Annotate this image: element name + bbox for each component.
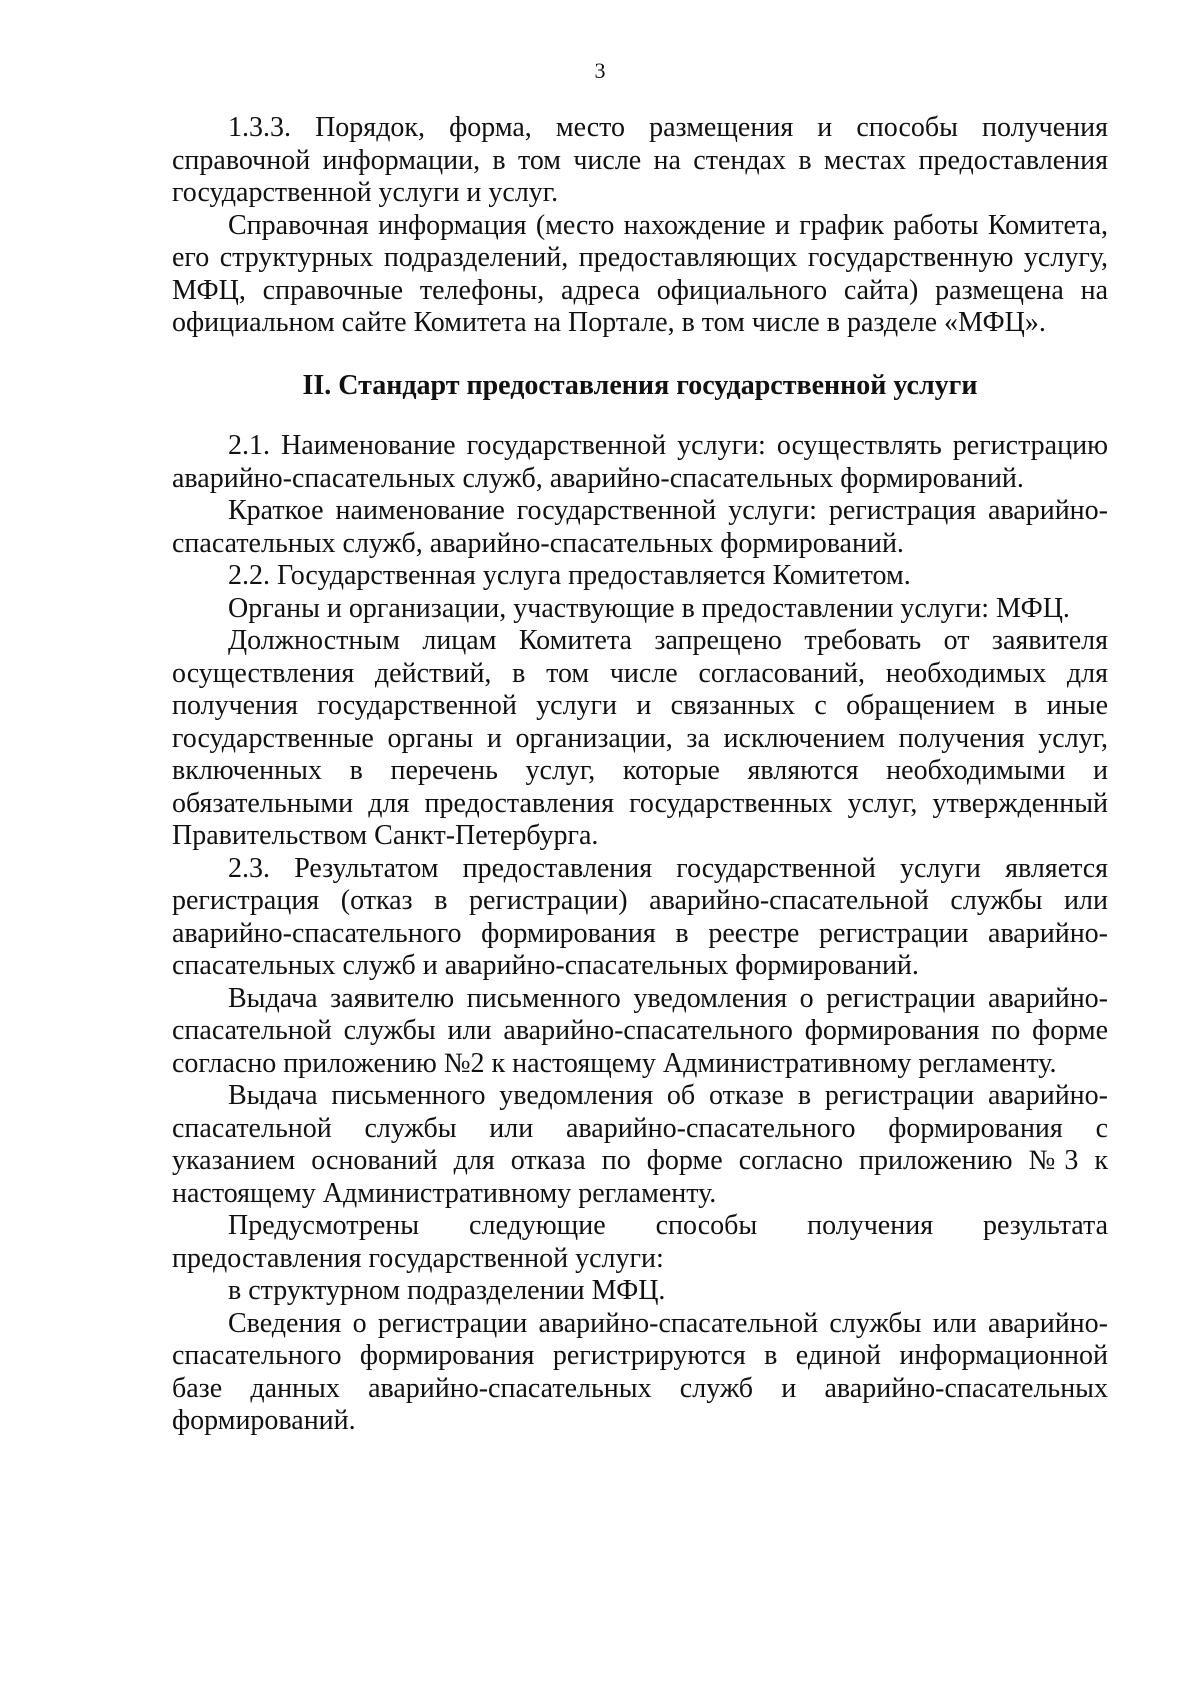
paragraph-database-info: Сведения о регистрации аварийно-спасательной службы или аварийно-спасательного формирования регистрируются в единой информационной базе данных аварийно-спасательных служб и аварийно-спасательных формирований. xyxy=(172,1307,1108,1436)
paragraph-2-1: 2.1. Наименование государственной услуги: осуществлять регистрацию аварийно-спасательных служб, аварийно-спасательных формирований. xyxy=(172,430,1108,494)
section-heading: II. Стандарт предоставления государственной услуги xyxy=(302,369,978,401)
paragraph-officials: Должностным лицам Комитета запрещено требовать от заявителя осуществления действий, в том числе согласований, необходимых для получения государственной услуги и связанных с обращением в иные государственные органы и организации, за исключением получения услуг, включенных в перечень услуг, которые являются необходимыми и обязательными для предоставления государственных услуг, утвержденный Правительством Санкт-Петербурга. xyxy=(172,625,1108,851)
paragraph-2-2: 2.2. Государственная услуга предоставляется Комитетом. xyxy=(228,560,911,591)
paragraph-mfc-division: в структурном подразделении МФЦ. xyxy=(228,1275,666,1306)
page-number: 3 xyxy=(594,58,606,83)
paragraph-registration-notice: Выдача заявителю письменного уведомления о регистрации аварийно-спасательной службы или аварийно-спасательного формирования по форме согласно приложению №2 к настоящему Административному регламенту. xyxy=(172,982,1108,1079)
document-body xyxy=(172,112,1108,1438)
paragraph-short-name: Краткое наименование государственной услуги: регистрация аварийно-спасательных служб, аварийно-спасательных формирований. xyxy=(172,495,1108,559)
paragraph-reference-info: Справочная информация (место нахождение и график работы Комитета, его структурных подразделений, предоставляющих государственную услугу, МФЦ, справочные телефоны, адреса официального сайта) размещена на официальном сайте Комитета на Портале, в том числе в разделе «МФЦ». xyxy=(172,209,1108,338)
paragraph-refusal-notice: Выдача письменного уведомления об отказе в регистрации аварийно-спасательной службы или аварийно-спасательного формирования с указанием оснований для отказа по форме согласно приложению №3 к настоящему Административному регламенту. xyxy=(172,1080,1108,1209)
paragraph-result-methods: Предусмотрены следующие способы получения результата предоставления государственной услуги: xyxy=(172,1210,1108,1274)
paragraph-2-3: 2.3. Результатом предоставления государственной услуги является регистрация (отказ в регистрации) аварийно-спасательной службы или аварийно-спасательного формирования в реестре регистрации аварийно-спасательных служб и аварийно-спасательных формирований. xyxy=(172,852,1108,981)
paragraph-1-3-3: 1.3.3. Порядок, форма, место размещения и способы получения справочной информации, в том числе на стендах в местах предоставления государственной услуги и услуг. xyxy=(172,112,1108,208)
paragraph-organizations: Органы и организации, участвующие в предоставлении услуги: МФЦ. xyxy=(228,592,1070,624)
